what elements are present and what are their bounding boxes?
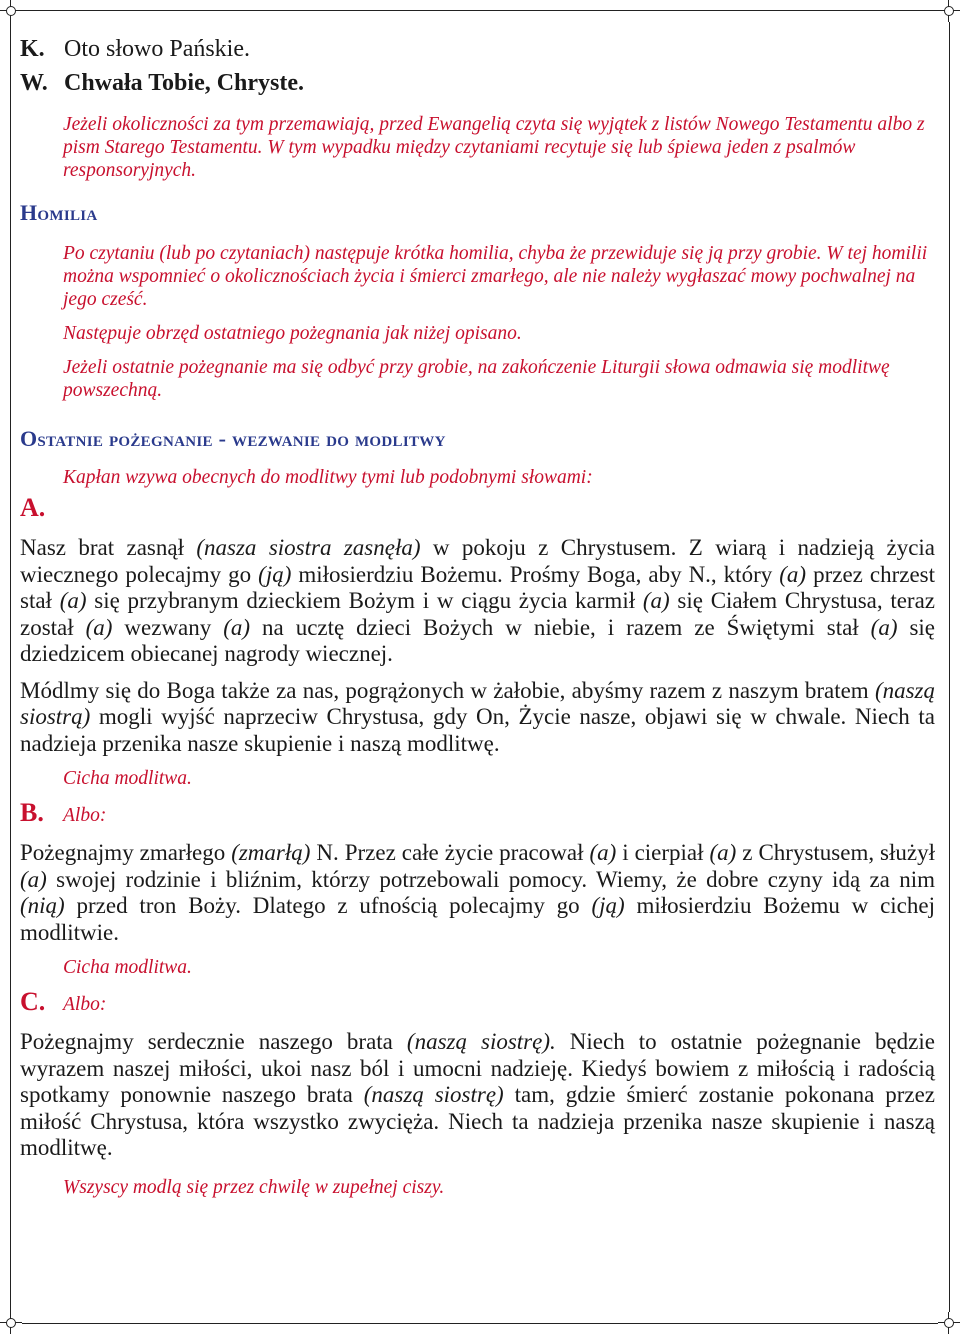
section-heading-homilia: Homilia (20, 200, 98, 225)
option-letter-a: A. (20, 493, 46, 522)
response-k (20, 32, 935, 66)
crop-mark-bottom-right (938, 1312, 960, 1334)
prayer-c-paragraph: Pożegnajmy serdecznie naszego brata (naszą siostrę). Niech to ostatnie pożegnanie będzie wyrazem naszej miłości, ukoi nasz ból i umocni nadzieję. Kiedyś bowiem z miłością i radością spotkamy ponownie naszego brata (naszą siostrę) tam, gdzie śmierć zostanie pokonana przez miłość Chrystusa, która wszystko zwycięża. Niech ta nadzieja przenika nasze skupienie i naszą modlitwę. (20, 1029, 935, 1160)
document-page (20, 32, 935, 1199)
rubric-albo: Albo: (63, 994, 107, 1015)
response-text: Oto słowo Pańskie. (64, 36, 250, 62)
rubric-closing: Wszyscy modlą się przez chwilę w zupełnej ciszy. (63, 1176, 445, 1198)
rubric-wezwanie: Kapłan wzywa obecnych do modlitwy tymi lub podobnymi słowami: (63, 467, 593, 488)
response-mark: K. (20, 36, 45, 62)
rubric-intro: Jeżeli okoliczności za tym przemawiają, przed Ewangelią czyta się wyjątek z listów Nowego Testamentu albo z pism Starego Testamentu. W tym wypadku między czytaniami recytuje się lub śpiewa jeden z psalmów responsoryjnych. (63, 114, 925, 181)
frame-top (22, 10, 938, 11)
option-b-header (20, 798, 935, 828)
prayer-b-paragraph: Pożegnajmy zmarłego (zmarłą) N. Przez całe życie pracował (a) i cierpiał (a) z Chrystusem, służył (a) swojej rodzinie i bliźnim, którzy potrzebowali pomocy. Wiemy, że dobre czyny idą za nim (nią) przed tron Boży. Dlatego z ufnością polecajmy go (ją) miłosierdziu Bożemu w cichej modlitwie. (20, 840, 935, 945)
crop-mark-top-left (0, 0, 22, 22)
prayer-a-paragraph-1: Nasz brat zasnął (nasza siostra zasnęła) w pokoju z Chrystusem. Z wiarą i nadzieją życia wiecznego polecajmy go (ją) miłosierdziu Bożemu. Prośmy Boga, aby N., który (a) przez chrzest stał (a) się przybranym dzieckiem Bożym i w ciągu życia karmił (a) się Ciałem Chrystusa, teraz został (a) wezwany (a) na ucztę dzieci Bożych w niebie, i razem ze Świętymi stał (a) się dziedzicem obiecanej nagrody wiecznej. (20, 535, 936, 666)
frame-bottom (22, 1323, 938, 1324)
rubric-homilia-3: Jeżeli ostatnie pożegnanie ma się odbyć przy grobie, na zakończenie Liturgii słowa odmawia się modlitwę powszechną. (63, 357, 890, 401)
option-c-header (20, 987, 935, 1017)
frame-left (10, 22, 11, 1312)
frame-right (949, 22, 950, 1312)
section-heading-pozegnanie: Ostatnie pożegnanie - wezwanie do modlitwy (20, 426, 446, 451)
rubric-cicha-modlitwa-2: Cicha modlitwa. (63, 957, 192, 978)
rubric-cicha-modlitwa-1: Cicha modlitwa. (63, 768, 192, 789)
response-mark: W. (20, 70, 48, 96)
option-letter-b: B. (20, 798, 44, 827)
response-w (20, 66, 935, 100)
prayer-a-paragraph-2: Módlmy się do Boga także za nas, pogrążonych w żałobie, abyśmy razem z naszym bratem (naszą siostrą) mogli wyjść naprzeciw Chrystusa, gdy On, Życie nasze, objawi się w chwale. Niech ta nadzieja przenika nasze skupienie i naszą modlitwę. (20, 677, 935, 756)
crop-mark-bottom-left (0, 1312, 22, 1334)
rubric-homilia-2: Następuje obrzęd ostatniego pożegnania jak niżej opisano. (63, 323, 522, 344)
rubric-homilia-1: Po czytaniu (lub po czytaniach) następuje krótka homilia, chyba że przewiduje się ją przy grobie. W tej homilii można wspomnieć o okolicznościach życia i śmierci zmarłego, ale nie należy wygłaszać mowy pochwalnej na jego cześć. (63, 243, 928, 310)
crop-mark-top-right (938, 0, 960, 22)
response-text: Chwała Tobie, Chryste. (64, 70, 305, 96)
rubric-albo: Albo: (63, 805, 107, 826)
option-letter-c: C. (20, 987, 46, 1016)
